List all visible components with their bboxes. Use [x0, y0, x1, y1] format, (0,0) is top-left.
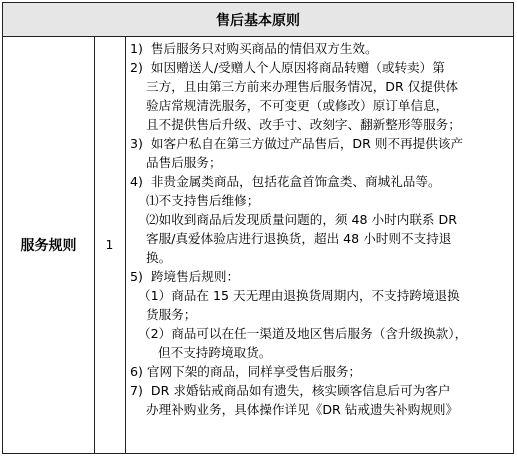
row-number: 1 — [94, 36, 126, 453]
table-title: 售后基本原则 — [3, 3, 513, 37]
after-sales-table — [2, 2, 514, 454]
rule-line: 三方，且由第三方前来办理售后服务情况，DR 仅提供体 — [130, 79, 459, 94]
rule-line: （1）商品在 15 天无理由退换货周期内，不支持跨境退换 — [130, 288, 460, 303]
rule-line: ⑵如收到商品后发现质量问题的，须 48 小时内联系 DR — [130, 212, 457, 227]
rule-line: 验店常规清洗服务，不可变更（或修改）原订单信息， — [130, 98, 449, 113]
rule-line: 且不提供售后升级、改手寸、改刻字、翻新整形等服务； — [130, 117, 461, 132]
rule-line: ⑴不支持售后维修； — [130, 193, 260, 208]
row-label: 服务规则 — [3, 36, 95, 453]
rule-line: 3) 如客户私自在第三方做过产品售后，DR 则不再提供该产 — [130, 136, 464, 151]
rule-line: 5) 跨境售后规则： — [130, 269, 240, 284]
rule-line: 换。 — [130, 250, 172, 265]
rule-line: 但不支持跨境取货。 — [130, 345, 272, 360]
rule-line: 品售后服务； — [130, 155, 222, 170]
rule-line: 办理补购业务，具体操作详见《DR 钻戒遗失补购规则》 — [130, 402, 459, 417]
rule-line: 货服务； — [130, 307, 197, 322]
rule-line: 6) 官网下架的商品，同样享受售后服务； — [130, 364, 362, 379]
rule-line: 2) 如因赠送人/受赠人个人原因将商品转赠（或转卖）第 — [130, 60, 445, 75]
rule-line: （2）商品可以在任一渠道及地区售后服务（含升级换款）， — [130, 326, 468, 341]
rule-line: 4) 非贵金属类商品，包括花盒首饰盒类、商城礼品等。 — [130, 174, 441, 189]
rules-content — [126, 36, 513, 453]
rule-line: 7) DR 求婚钻戒商品如有遗失，核实顾客信息后可为客户 — [130, 383, 451, 398]
rule-line: 1) 售后服务只对购买商品的情侣双方生效。 — [130, 41, 378, 56]
rule-line: 客服/真爱体验店进行退换货，超出 48 小时则不支持退 — [130, 231, 452, 246]
